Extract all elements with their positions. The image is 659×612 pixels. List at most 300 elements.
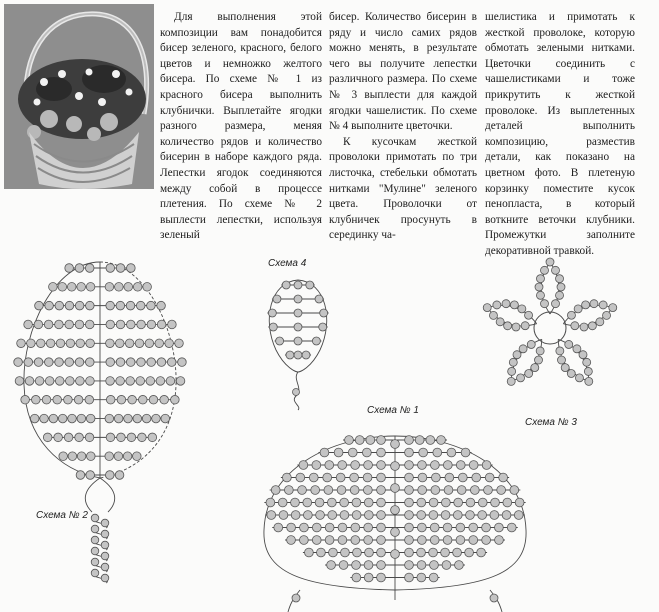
bead — [433, 448, 442, 457]
bead — [405, 448, 414, 457]
bead — [429, 498, 438, 507]
bead — [582, 301, 590, 309]
bead — [76, 471, 85, 480]
bead — [429, 573, 438, 582]
bead — [309, 473, 318, 482]
bead — [405, 511, 414, 520]
bead — [418, 473, 427, 482]
bead — [86, 414, 95, 423]
bead — [291, 498, 300, 507]
scheme-2-leaf-diagram — [14, 262, 186, 583]
bead — [75, 433, 84, 442]
bead — [75, 320, 84, 329]
bead — [46, 339, 55, 348]
bead — [466, 511, 475, 520]
bead — [268, 309, 276, 317]
bead — [284, 486, 293, 495]
bead — [377, 473, 386, 482]
bead — [441, 548, 450, 557]
bead — [25, 377, 34, 386]
bead — [447, 448, 456, 457]
bead — [405, 473, 414, 482]
bead — [603, 311, 611, 319]
bead — [493, 301, 501, 309]
bead — [36, 339, 45, 348]
bead — [519, 345, 527, 353]
bead — [58, 414, 67, 423]
bead — [527, 340, 535, 348]
bead — [49, 414, 58, 423]
bead — [115, 283, 124, 292]
bead — [319, 323, 327, 331]
bead — [143, 283, 152, 292]
bead — [453, 511, 462, 520]
bead — [291, 511, 300, 520]
bead — [536, 347, 544, 355]
bead — [127, 320, 136, 329]
bead — [567, 370, 575, 378]
bead — [165, 339, 174, 348]
bead — [68, 452, 77, 461]
bead — [405, 461, 414, 470]
bead — [541, 266, 549, 274]
bead — [55, 320, 64, 329]
bead — [557, 356, 565, 364]
bead — [303, 511, 312, 520]
bead — [351, 536, 360, 545]
bead — [521, 322, 529, 330]
bead — [552, 266, 560, 274]
bead — [536, 291, 544, 299]
bead — [91, 558, 99, 566]
bead — [490, 511, 499, 520]
bead — [86, 301, 95, 310]
bead — [106, 358, 115, 367]
bead — [495, 536, 504, 545]
bead — [556, 347, 564, 355]
bead — [114, 414, 123, 423]
bead — [312, 523, 321, 532]
bead — [115, 339, 124, 348]
bead — [507, 523, 516, 532]
bead — [328, 511, 337, 520]
bead — [85, 433, 94, 442]
bead — [466, 498, 475, 507]
bead — [541, 300, 549, 308]
bead — [325, 461, 334, 470]
bead — [302, 351, 310, 359]
bead — [546, 258, 554, 266]
bead — [85, 358, 94, 367]
bead — [391, 550, 400, 559]
bead — [293, 389, 300, 396]
bead — [364, 561, 373, 570]
bead — [86, 283, 95, 292]
bead — [377, 448, 386, 457]
bead — [292, 594, 300, 602]
bead — [509, 358, 517, 366]
caption-scheme-1: Схема № 1 — [367, 405, 419, 416]
bead — [431, 486, 440, 495]
bead — [160, 395, 169, 404]
bead — [499, 473, 508, 482]
bead — [101, 574, 109, 582]
bead — [327, 498, 336, 507]
bead — [287, 523, 296, 532]
bead — [363, 473, 372, 482]
bead — [497, 486, 506, 495]
bead — [116, 264, 125, 273]
bead — [590, 300, 598, 308]
bead — [377, 561, 386, 570]
bead — [419, 448, 428, 457]
scheme-1-berry-diagram — [264, 436, 526, 612]
bead — [352, 498, 361, 507]
bead — [483, 304, 491, 312]
bead — [303, 498, 312, 507]
paragraph-instructions: Для выполнения этой композиции вам понадобится бисер зеленого, красного, белого цветов и немножко желтого бисера. По схеме № 1 из красного бисера выполнить клубнички. Выплетайте ягодки разного размера, меняя количество рядов и количество бисерин в наборе каждого ряда. Лепестки ягодок соединяются между собой в процессе плетения. По схеме № 2 выплести лепестки, используя зеленый — [160, 11, 322, 242]
bead — [45, 377, 54, 386]
bead — [101, 563, 109, 571]
bead — [101, 552, 109, 560]
bead — [352, 561, 361, 570]
bead — [294, 337, 302, 345]
bead — [168, 320, 177, 329]
bead — [149, 395, 158, 404]
bead — [469, 523, 478, 532]
bead — [86, 452, 95, 461]
bead — [571, 322, 579, 330]
wire — [24, 262, 100, 478]
bead — [106, 264, 115, 273]
bead — [91, 547, 99, 555]
bead — [377, 511, 386, 520]
bead — [296, 473, 305, 482]
bead — [157, 358, 166, 367]
bead — [136, 377, 145, 386]
bead — [176, 377, 185, 386]
bead — [362, 448, 371, 457]
bead — [350, 486, 359, 495]
bead — [312, 536, 321, 545]
bead — [299, 461, 308, 470]
bead — [311, 486, 320, 495]
bead — [573, 345, 581, 353]
bead — [76, 377, 85, 386]
bead — [142, 414, 151, 423]
bead — [364, 511, 373, 520]
bead — [336, 473, 345, 482]
bead — [86, 377, 95, 386]
bead — [377, 486, 386, 495]
bead — [117, 433, 126, 442]
bead — [271, 486, 280, 495]
bead — [64, 395, 73, 404]
bead — [437, 436, 446, 445]
bead — [599, 301, 607, 309]
bead — [146, 377, 155, 386]
bead — [417, 573, 426, 582]
bead — [340, 498, 349, 507]
bead — [166, 377, 175, 386]
bead — [17, 339, 26, 348]
bead — [588, 322, 596, 330]
paragraph-final: шелистика и примотать к жесткой проволоке, которую обмотать зелеными нитками. Цветочки соединить с чашелистиками и тоже прикрутить к жесткой проволоке. Из выплетенных деталей выполнить композицию, разместив детали, как показано на цветном фото. В плетеную корзинку поместите кусок пенопласта, в который воткните веточки клубники. Промежутки заполните декоративной травкой. — [485, 11, 635, 257]
bead — [269, 323, 277, 331]
bead — [426, 436, 435, 445]
bead — [123, 452, 132, 461]
bead — [512, 323, 520, 331]
bead — [278, 498, 287, 507]
bead — [491, 498, 500, 507]
bead — [124, 283, 133, 292]
bead — [35, 301, 44, 310]
bead — [565, 340, 573, 348]
bead — [494, 523, 503, 532]
bead — [441, 511, 450, 520]
bead — [525, 370, 533, 378]
bead — [91, 514, 99, 522]
bead — [40, 414, 49, 423]
bead — [75, 264, 84, 273]
bead — [364, 523, 373, 532]
bead — [53, 395, 62, 404]
bead — [15, 377, 24, 386]
bead — [305, 548, 314, 557]
bead — [417, 561, 426, 570]
bead — [504, 322, 512, 330]
bead — [320, 448, 329, 457]
bead — [299, 536, 308, 545]
bead — [444, 486, 453, 495]
bead — [430, 561, 439, 570]
bead — [315, 498, 324, 507]
bead — [85, 264, 94, 273]
bead — [469, 536, 478, 545]
bead — [443, 523, 452, 532]
bead — [364, 461, 373, 470]
bead — [167, 358, 176, 367]
bead — [56, 339, 65, 348]
bead — [55, 377, 64, 386]
bead — [106, 301, 115, 310]
bead — [298, 486, 307, 495]
bead — [75, 301, 84, 310]
bead — [457, 486, 466, 495]
bead — [267, 511, 276, 520]
bead — [266, 498, 275, 507]
caption-scheme-2: Схема № 2 — [36, 510, 88, 521]
bead — [65, 264, 74, 273]
bead — [161, 414, 170, 423]
bead — [353, 548, 362, 557]
bead — [125, 339, 134, 348]
bead — [323, 473, 332, 482]
bead — [55, 358, 64, 367]
bead — [325, 536, 334, 545]
bead — [294, 309, 302, 317]
bead — [485, 473, 494, 482]
bead — [54, 433, 63, 442]
bead — [101, 541, 109, 549]
bead — [43, 433, 52, 442]
bead — [405, 498, 414, 507]
bead — [574, 305, 582, 313]
bead — [405, 486, 414, 495]
bead — [76, 339, 85, 348]
bead — [14, 358, 23, 367]
bead — [584, 367, 592, 375]
bead — [510, 486, 519, 495]
bead — [77, 283, 86, 292]
scheme-4-flower-diagram — [267, 280, 328, 410]
bead — [518, 305, 526, 313]
bead — [391, 440, 400, 449]
bead — [430, 523, 439, 532]
bead — [470, 486, 479, 495]
bead — [85, 395, 94, 404]
bead — [417, 536, 426, 545]
bead — [575, 374, 583, 382]
bead — [68, 414, 77, 423]
bead — [453, 548, 462, 557]
bead — [136, 301, 145, 310]
wire — [100, 262, 176, 478]
bead — [77, 414, 86, 423]
bead — [147, 358, 156, 367]
bead — [106, 377, 115, 386]
bead — [156, 377, 165, 386]
bead — [287, 536, 296, 545]
bead — [445, 473, 454, 482]
bead — [126, 301, 135, 310]
bead — [276, 337, 284, 345]
caption-scheme-4: Схема 4 — [268, 258, 307, 269]
bead — [405, 561, 414, 570]
bead — [138, 395, 147, 404]
bead — [482, 536, 491, 545]
bead — [64, 433, 73, 442]
bead — [45, 301, 54, 310]
bead — [418, 486, 427, 495]
bead — [508, 367, 516, 375]
bead — [510, 301, 518, 309]
bead — [477, 548, 486, 557]
bead — [316, 511, 325, 520]
bead — [364, 536, 373, 545]
bead — [391, 462, 400, 471]
bead — [115, 471, 124, 480]
bead — [59, 452, 68, 461]
bead — [583, 358, 591, 366]
bead — [32, 395, 41, 404]
bead — [503, 498, 512, 507]
paragraph-assembly: К кусочкам жесткой проволоки примотать по три листочка, стебельки обмотать нитками "Мулине" зеленого цвета. Проволочки от клубничек просунуть в серединку ча- — [329, 135, 477, 242]
bead — [114, 452, 123, 461]
bead — [429, 511, 438, 520]
bead — [417, 523, 426, 532]
bead — [171, 395, 180, 404]
bead — [44, 358, 53, 367]
bead — [329, 548, 338, 557]
bead — [418, 461, 427, 470]
bead — [377, 436, 386, 445]
bead — [525, 311, 533, 319]
bead — [496, 318, 504, 326]
bead — [34, 320, 43, 329]
bead — [148, 433, 157, 442]
bead — [443, 461, 452, 470]
bead — [116, 320, 125, 329]
bead — [42, 395, 51, 404]
bead — [178, 358, 187, 367]
bead — [339, 561, 348, 570]
bead — [514, 511, 523, 520]
bead — [49, 283, 58, 292]
bead — [482, 461, 491, 470]
bead — [535, 356, 543, 364]
bead — [430, 461, 439, 470]
bead — [465, 548, 474, 557]
bead — [391, 528, 400, 537]
bead — [502, 511, 511, 520]
bead — [106, 433, 115, 442]
bead — [556, 275, 564, 283]
bead — [556, 291, 564, 299]
bead — [405, 536, 414, 545]
bead — [145, 339, 154, 348]
bead — [515, 498, 524, 507]
bead — [282, 473, 291, 482]
bead — [377, 536, 386, 545]
bead — [579, 351, 587, 359]
bead — [337, 486, 346, 495]
bead — [472, 473, 481, 482]
bead — [348, 448, 357, 457]
bead — [106, 339, 115, 348]
bead — [294, 323, 302, 331]
bead — [101, 519, 109, 527]
bead — [91, 525, 99, 533]
bead — [101, 530, 109, 538]
bead — [417, 548, 426, 557]
bead — [364, 573, 373, 582]
bead — [609, 304, 617, 312]
bead — [91, 536, 99, 544]
bead — [377, 498, 386, 507]
bead — [478, 498, 487, 507]
bead — [405, 436, 414, 445]
bead — [320, 309, 328, 317]
bead — [531, 364, 539, 372]
bead — [431, 473, 440, 482]
bead — [124, 414, 133, 423]
bead — [596, 318, 604, 326]
bead — [24, 358, 33, 367]
bead — [429, 548, 438, 557]
bead — [517, 374, 525, 382]
bead — [35, 377, 44, 386]
bead — [552, 300, 560, 308]
bead — [138, 433, 147, 442]
bead — [430, 536, 439, 545]
bead — [417, 498, 426, 507]
bead — [585, 377, 593, 385]
bead — [137, 320, 146, 329]
bead — [133, 414, 142, 423]
bead — [116, 358, 125, 367]
bead — [105, 414, 114, 423]
